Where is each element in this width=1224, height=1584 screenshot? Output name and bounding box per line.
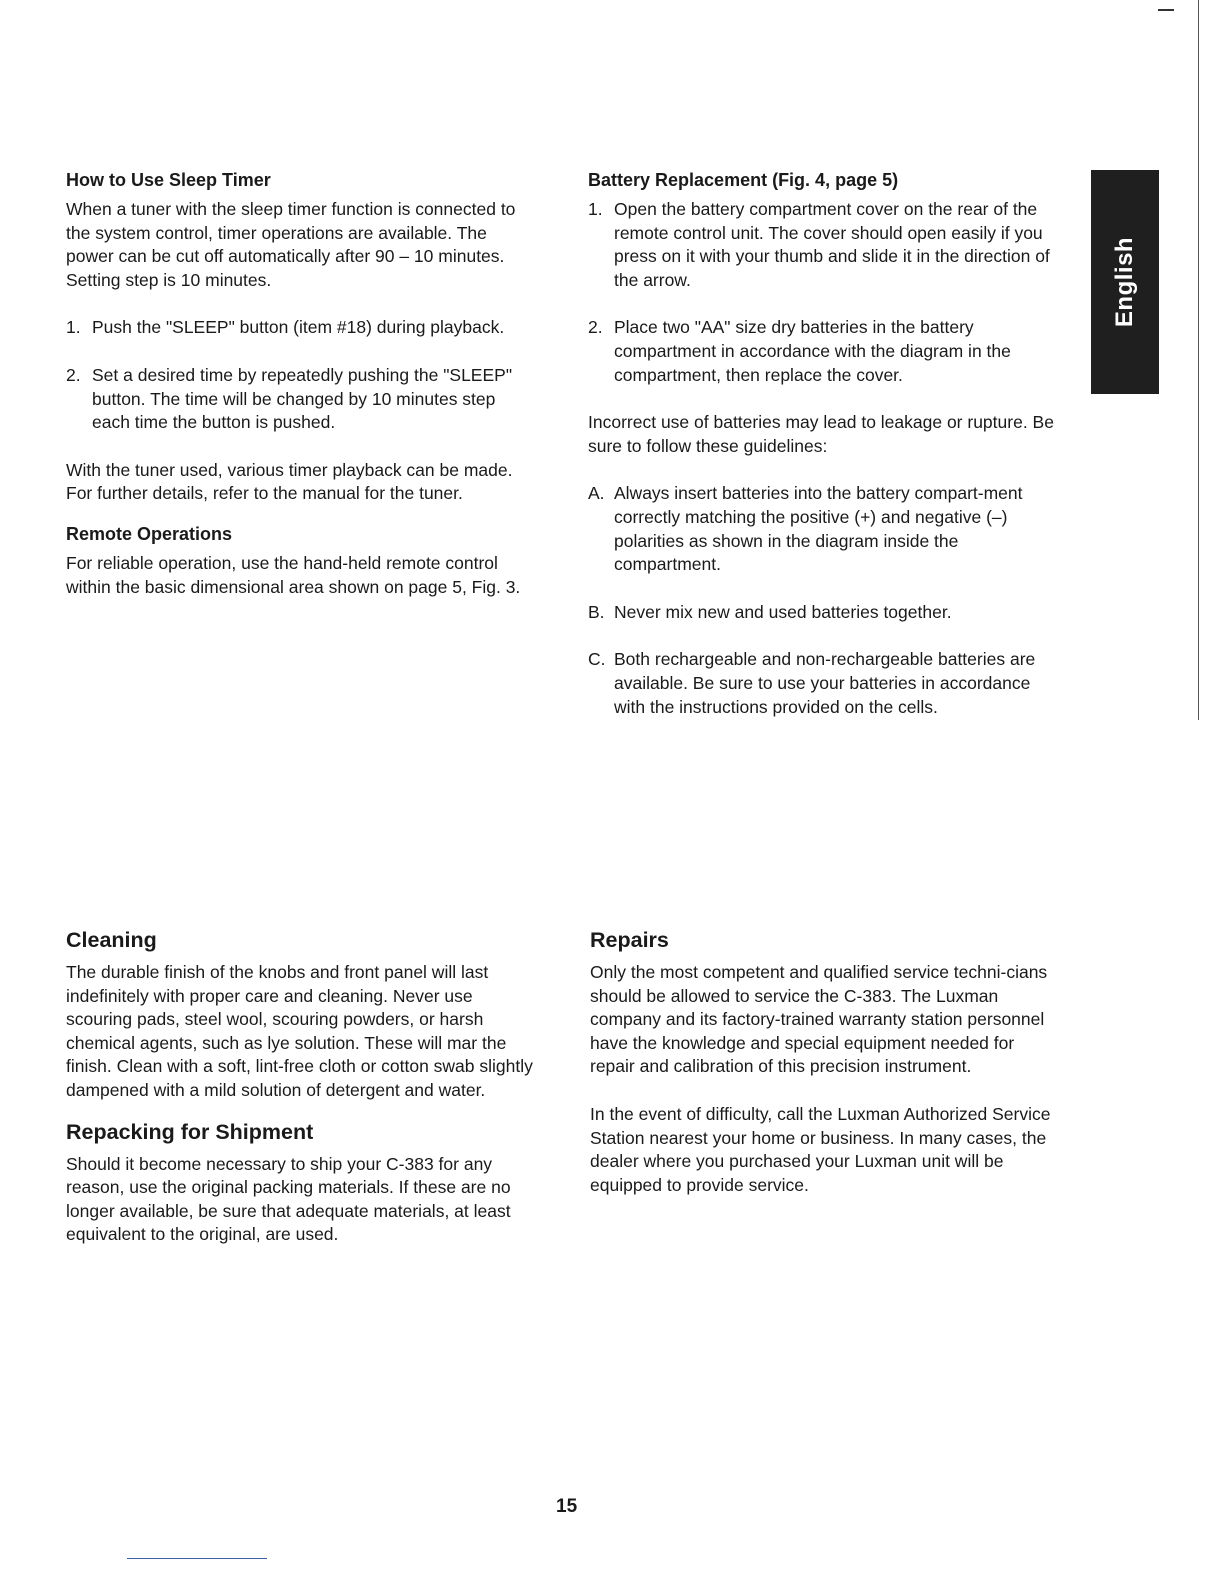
repairs-heading: Repairs	[590, 928, 669, 952]
guideline-text: Never mix new and used batteries together.	[614, 601, 952, 622]
sleep-step-1	[66, 316, 536, 340]
left-column-top	[66, 168, 536, 599]
language-tab	[1091, 170, 1159, 394]
battery-guideline-b	[588, 601, 1062, 625]
guideline-letter: B.	[588, 601, 605, 622]
step-text: Set a desired time by repeatedly pushing the "SLEEP" button. The time will be changed by 10 minutes step each time the button is pushed.	[92, 364, 513, 433]
page-edge-mark	[1158, 9, 1174, 11]
sleep-timer-heading: How to Use Sleep Timer	[66, 170, 271, 190]
step-number: 2.	[66, 364, 81, 385]
cleaning-text: The durable finish of the knobs and front panel will last indefinitely with proper care and cleaning. Never use scouring pads, steel wool, scouring powders, or harsh chemical agents, such as lye solution. These will mar the finish. Clean with a soft, lint-free cloth or cotton swab slightly dampened with a mild solution of detergent and water.	[66, 962, 533, 1100]
guideline-text: Always insert batteries into the battery compart-ment correctly matching the positive (+) and negative (–) polarities as shown in the diagram inside the compartment.	[614, 483, 1023, 575]
language-tab-label: English	[1111, 236, 1138, 328]
left-column-bottom	[66, 927, 538, 1247]
sleep-step-2	[66, 364, 536, 435]
bottom-rule	[127, 1558, 267, 1559]
step-text: Push the "SLEEP" button (item #18) during playback.	[92, 317, 505, 338]
guideline-letter: C.	[588, 649, 606, 670]
sleep-timer-intro: When a tuner with the sleep timer function is connected to the system control, timer operations are available. The power can be cut off automatically after 90 – 10 minutes. Setting step is 10 minutes.	[66, 199, 516, 290]
step-text: Place two "AA" size dry batteries in the battery compartment in accordance with the diagram in the compartment, then replace the cover.	[614, 317, 1011, 385]
page-number: 15	[556, 1496, 578, 1517]
battery-guideline-a	[588, 482, 1062, 576]
step-number: 1.	[588, 199, 603, 219]
repacking-heading: Repacking for Shipment	[66, 1119, 314, 1144]
sleep-timer-note: With the tuner used, various timer playback can be made. For further details, refer to the manual for the tuner.	[66, 459, 513, 504]
battery-guideline-c	[588, 648, 1062, 719]
repairs-text-1: Only the most competent and qualified service techni-cians should be allowed to service the C-383. The Luxman company and its factory-trained warranty station personnel have the knowledge and special equipment needed for repair and calibration of this precision instrument.	[590, 962, 1048, 1077]
battery-step-1	[588, 198, 1062, 292]
guideline-letter: A.	[588, 483, 605, 504]
step-number: 2.	[588, 317, 603, 338]
page-edge-line	[1198, 0, 1199, 720]
battery-heading: Battery Replacement (Fig. 4, page 5)	[588, 170, 899, 190]
right-column-top	[588, 168, 1062, 719]
cleaning-heading: Cleaning	[66, 928, 157, 952]
remote-text: For reliable operation, use the hand-held remote control within the basic dimensional area shown on page 5, Fig. 3.	[66, 552, 521, 597]
battery-step-2	[588, 316, 1062, 387]
remote-heading: Remote Operations	[66, 523, 233, 544]
battery-warning: Incorrect use of batteries may lead to leakage or rupture. Be sure to follow these guidelines:	[588, 412, 1054, 456]
guideline-text: Both rechargeable and non-rechargeable batteries are available. Be sure to use your batteries in accordance with the instructions provided on the cells.	[614, 649, 1036, 717]
step-number: 1.	[66, 317, 81, 338]
repairs-text-2: In the event of difficulty, call the Luxman Authorized Service Station nearest your home or business. In many cases, the dealer where you purchased your Luxman unit will be equipped to provide service.	[590, 1103, 1051, 1195]
right-column-bottom	[590, 927, 1062, 1197]
step-text: Open the battery compartment cover on the rear of the remote control unit. The cover should open easily if you press on it with your thumb and slide it in the direction of the arrow.	[614, 199, 1050, 290]
repacking-text: Should it become necessary to ship your C-383 for any reason, use the original packing materials. If these are no longer available, be sure that adequate materials, at least equivalent to the original, are used.	[66, 1153, 511, 1245]
